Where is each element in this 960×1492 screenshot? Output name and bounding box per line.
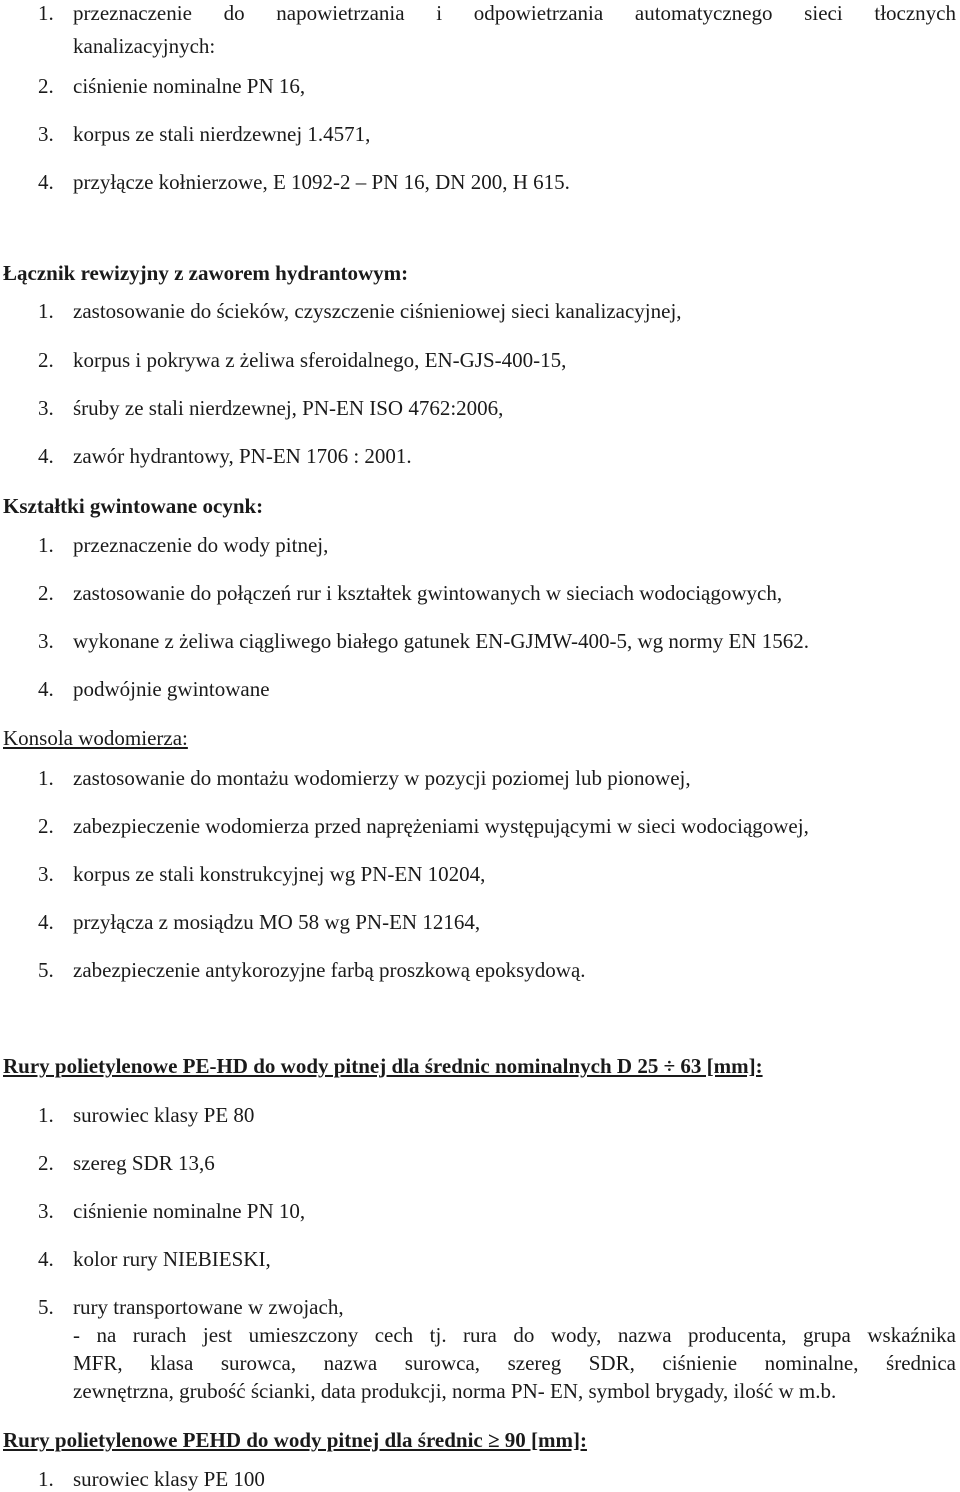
list-text: rury transportowane w zwojach,: [73, 1295, 344, 1319]
list-number: 1.: [38, 1, 54, 25]
list-number: 4.: [38, 170, 54, 194]
list-number: 2.: [38, 1151, 54, 1175]
list-number: 3.: [38, 396, 54, 420]
list-number: 2.: [38, 348, 54, 372]
list-number: 1.: [38, 1103, 54, 1127]
list-text: przeznaczenie do napowietrzania i odpowietrzania automatycznego sieci tłocznych: [73, 1, 956, 25]
list-text: surowiec klasy PE 80: [73, 1103, 255, 1127]
list-number: 5.: [38, 958, 54, 982]
list-text: zabezpieczenie antykorozyjne farbą proszkową epoksydową.: [73, 958, 586, 982]
list-number: 3.: [38, 629, 54, 653]
list-text: korpus ze stali konstrukcyjnej wg PN-EN 10204,: [73, 862, 486, 886]
list-text: śruby ze stali nierdzewnej, PN-EN ISO 4762:2006,: [73, 396, 504, 420]
list-text: szereg SDR 13,6: [73, 1151, 215, 1175]
list-number: 1.: [38, 766, 54, 790]
list-number: 3.: [38, 862, 54, 886]
list-number: 2.: [38, 581, 54, 605]
list-text: przyłącza z mosiądzu MO 58 wg PN-EN 12164,: [73, 910, 481, 934]
list-number: 1.: [38, 533, 54, 557]
list-text: zastosowanie do ścieków, czyszczenie ciśnieniowej sieci kanalizacyjnej,: [73, 299, 682, 323]
list-text: ciśnienie nominalne PN 16,: [73, 74, 306, 98]
list-number: 1.: [38, 299, 54, 323]
list-number: 4.: [38, 444, 54, 468]
section-heading: Rury polietylenowe PEHD do wody pitnej dla średnic ≥ 90 [mm]:: [3, 1428, 587, 1452]
list-text: korpus i pokrywa z żeliwa sferoidalnego, EN-GJS-400-15,: [73, 348, 567, 372]
section-heading: Konsola wodomierza:: [3, 726, 188, 750]
list-text: przyłącze kołnierzowe, E 1092-2 – PN 16, DN 200, H 615.: [73, 170, 570, 194]
list-number: 3.: [38, 122, 54, 146]
list-number: 4.: [38, 910, 54, 934]
list-text: zastosowanie do montażu wodomierzy w pozycji poziomej lub pionowej,: [73, 766, 691, 790]
list-text: przeznaczenie do wody pitnej,: [73, 533, 329, 557]
list-text: korpus ze stali nierdzewnej 1.4571,: [73, 122, 371, 146]
section-heading: Kształtki gwintowane ocynk:: [3, 494, 264, 518]
list-number: 3.: [38, 1199, 54, 1223]
list-note-text: - na rurach jest umieszczony cech tj. rura do wody, nazwa producenta, grupa wskaźnika: [73, 1323, 956, 1347]
list-text: ciśnienie nominalne PN 10,: [73, 1199, 306, 1223]
list-number: 1.: [38, 1467, 54, 1491]
list-text: podwójnie gwintowane: [73, 677, 270, 701]
section-heading: Łącznik rewizyjny z zaworem hydrantowym:: [3, 261, 409, 285]
list-number: 2.: [38, 814, 54, 838]
list-number: 2.: [38, 74, 54, 98]
list-text: kanalizacyjnych:: [73, 34, 216, 58]
list-number: 4.: [38, 1247, 54, 1271]
list-note-text: zewnętrzna, grubość ścianki, data produkcji, norma PN- EN, symbol brygady, ilość w m.b.: [73, 1379, 837, 1403]
list-number: 5.: [38, 1295, 54, 1319]
list-text: surowiec klasy PE 100: [73, 1467, 265, 1491]
list-text: zawór hydrantowy, PN-EN 1706 : 2001.: [73, 444, 412, 468]
list-number: 4.: [38, 677, 54, 701]
list-text: zabezpieczenie wodomierza przed naprężeniami występującymi w sieci wodociągowej,: [73, 814, 809, 838]
list-note-text: MFR, klasa surowca, nazwa surowca, szereg SDR, ciśnienie nominalne, średnica: [73, 1351, 956, 1375]
section-heading: Rury polietylenowe PE-HD do wody pitnej dla średnic nominalnych D 25 ÷ 63 [mm]:: [3, 1054, 763, 1078]
list-text: kolor rury NIEBIESKI,: [73, 1247, 271, 1271]
list-text: wykonane z żeliwa ciągliwego białego gatunek EN-GJMW-400-5, wg normy EN 1562.: [73, 629, 809, 653]
list-text: zastosowanie do połączeń rur i kształtek gwintowanych w sieciach wodociągowych,: [73, 581, 783, 605]
